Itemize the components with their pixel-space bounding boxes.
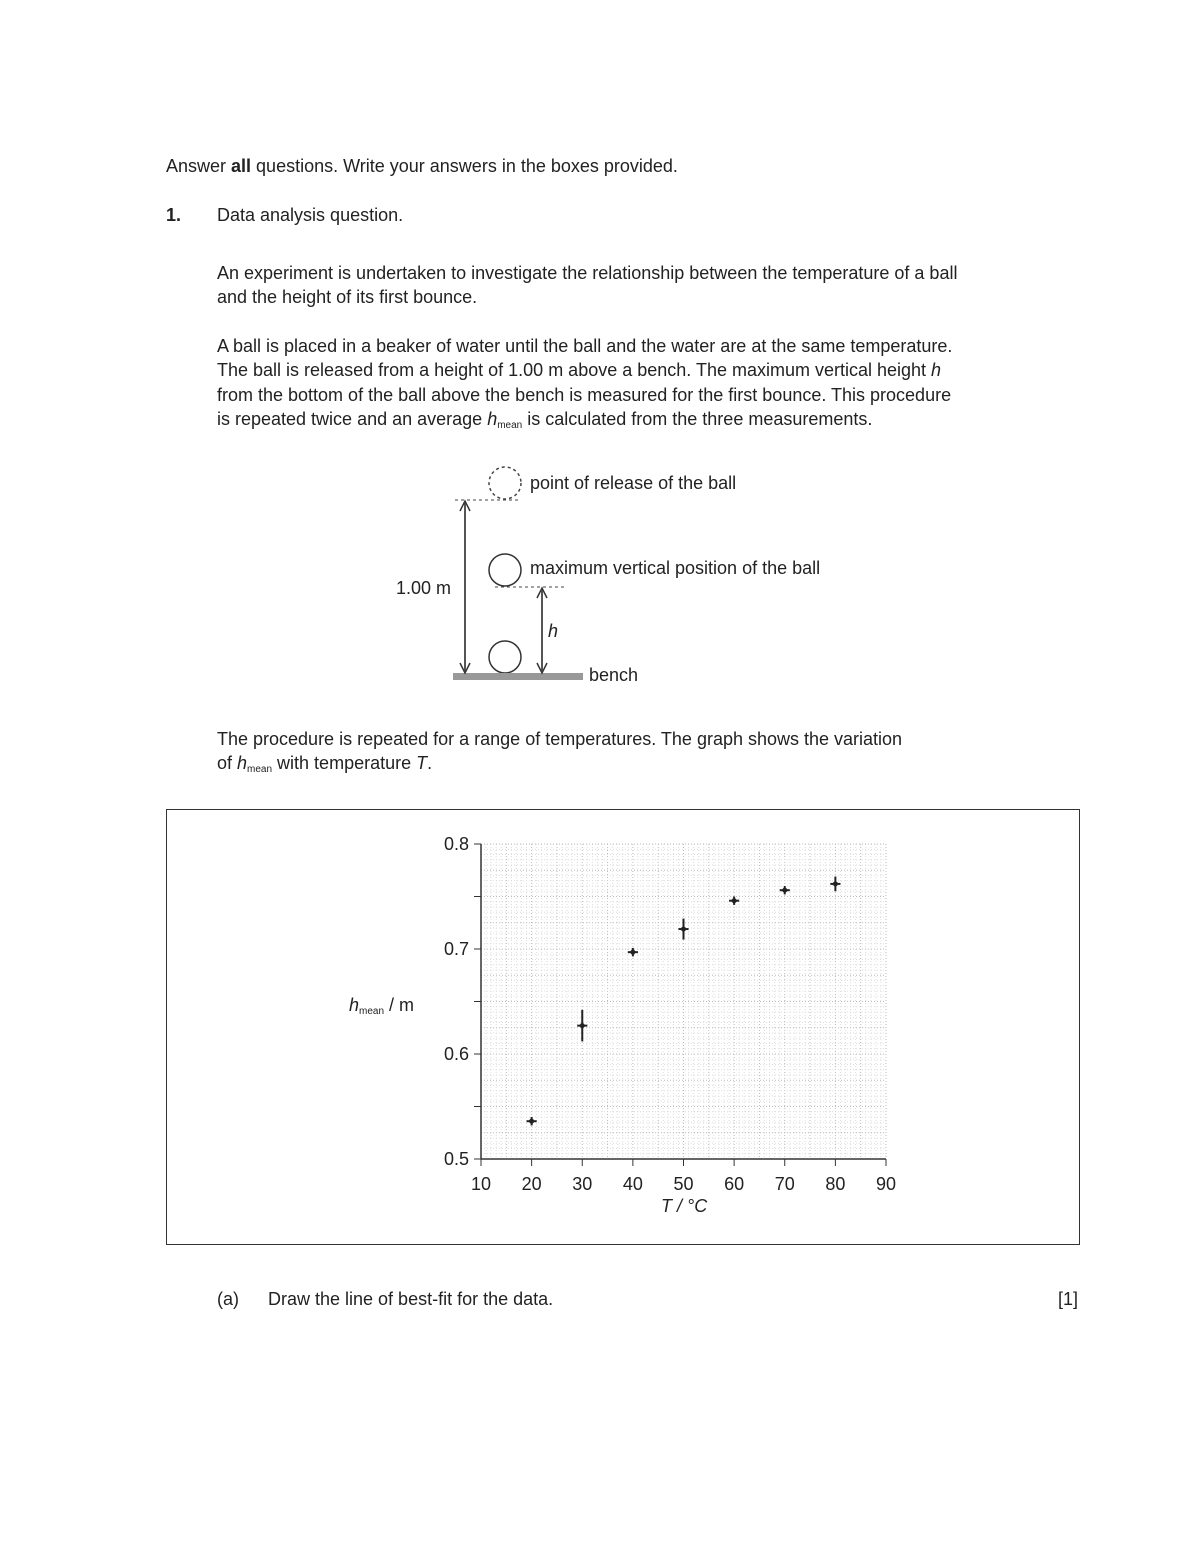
h-label: h bbox=[548, 621, 559, 641]
data-point bbox=[732, 898, 737, 903]
y-tick-label: 0.6 bbox=[443, 1044, 469, 1064]
x-axis-label: T / °C bbox=[661, 1196, 708, 1216]
data-point bbox=[529, 1119, 534, 1124]
para2-line2: The ball is released from a height of 1.00 m above a bench. The maximum vertical height h bbox=[217, 360, 942, 380]
y-tick-label: 0.5 bbox=[443, 1149, 469, 1169]
x-tick-label: 40 bbox=[622, 1174, 643, 1194]
para3-line2: of $h_{mean}$ with temperature T. bbox=[217, 753, 433, 775]
para2-line1: A ball is placed in a beaker of water until the ball and the water are at the same temperature. bbox=[217, 336, 953, 356]
x-tick-label: 30 bbox=[572, 1174, 593, 1194]
part-a-text: Draw the line of best-fit for the data. bbox=[268, 1289, 554, 1309]
instructions: Answer all questions. Write your answers in the boxes provided. bbox=[166, 156, 678, 176]
data-point bbox=[630, 950, 635, 955]
data-point bbox=[782, 888, 787, 893]
y-tick-label: 0.8 bbox=[443, 834, 469, 854]
data-point bbox=[681, 927, 686, 932]
x-tick-label: 20 bbox=[521, 1174, 542, 1194]
part-a-label: (a) bbox=[217, 1289, 239, 1309]
release-label: point of release of the ball bbox=[530, 473, 737, 493]
x-tick-label: 80 bbox=[825, 1174, 846, 1194]
para1-line1: An experiment is undertaken to investigate the relationship between the temperature of a ball bbox=[217, 263, 958, 283]
part-a-marks: [1] bbox=[1058, 1289, 1079, 1309]
x-tick-label: 50 bbox=[673, 1174, 694, 1194]
y-tick-label: 0.7 bbox=[443, 939, 469, 959]
x-tick-label: 60 bbox=[724, 1174, 745, 1194]
para2-line3: from the bottom of the ball above the bench is measured for the first bounce. This procedure bbox=[217, 385, 952, 405]
max-label: maximum vertical position of the ball bbox=[530, 558, 821, 578]
y-axis-label: $h_{mean}$ / m bbox=[349, 995, 415, 1017]
question-number: 1. bbox=[166, 205, 182, 225]
para1-line2: and the height of its first bounce. bbox=[217, 287, 478, 307]
data-point bbox=[833, 881, 838, 886]
para2-line4: is repeated twice and an average $h_{mean}$ is calculated from the three measurements. bbox=[217, 409, 873, 431]
data-point bbox=[580, 1023, 585, 1028]
bench-label: bench bbox=[589, 665, 639, 685]
x-tick-label: 90 bbox=[875, 1174, 897, 1194]
x-tick-label: 70 bbox=[774, 1174, 795, 1194]
height-label: 1.00 m bbox=[396, 578, 452, 598]
para3-line1: The procedure is repeated for a range of temperatures. The graph shows the variation bbox=[217, 729, 903, 749]
question-title: Data analysis question. bbox=[217, 205, 404, 225]
x-tick-label: 10 bbox=[470, 1174, 492, 1194]
